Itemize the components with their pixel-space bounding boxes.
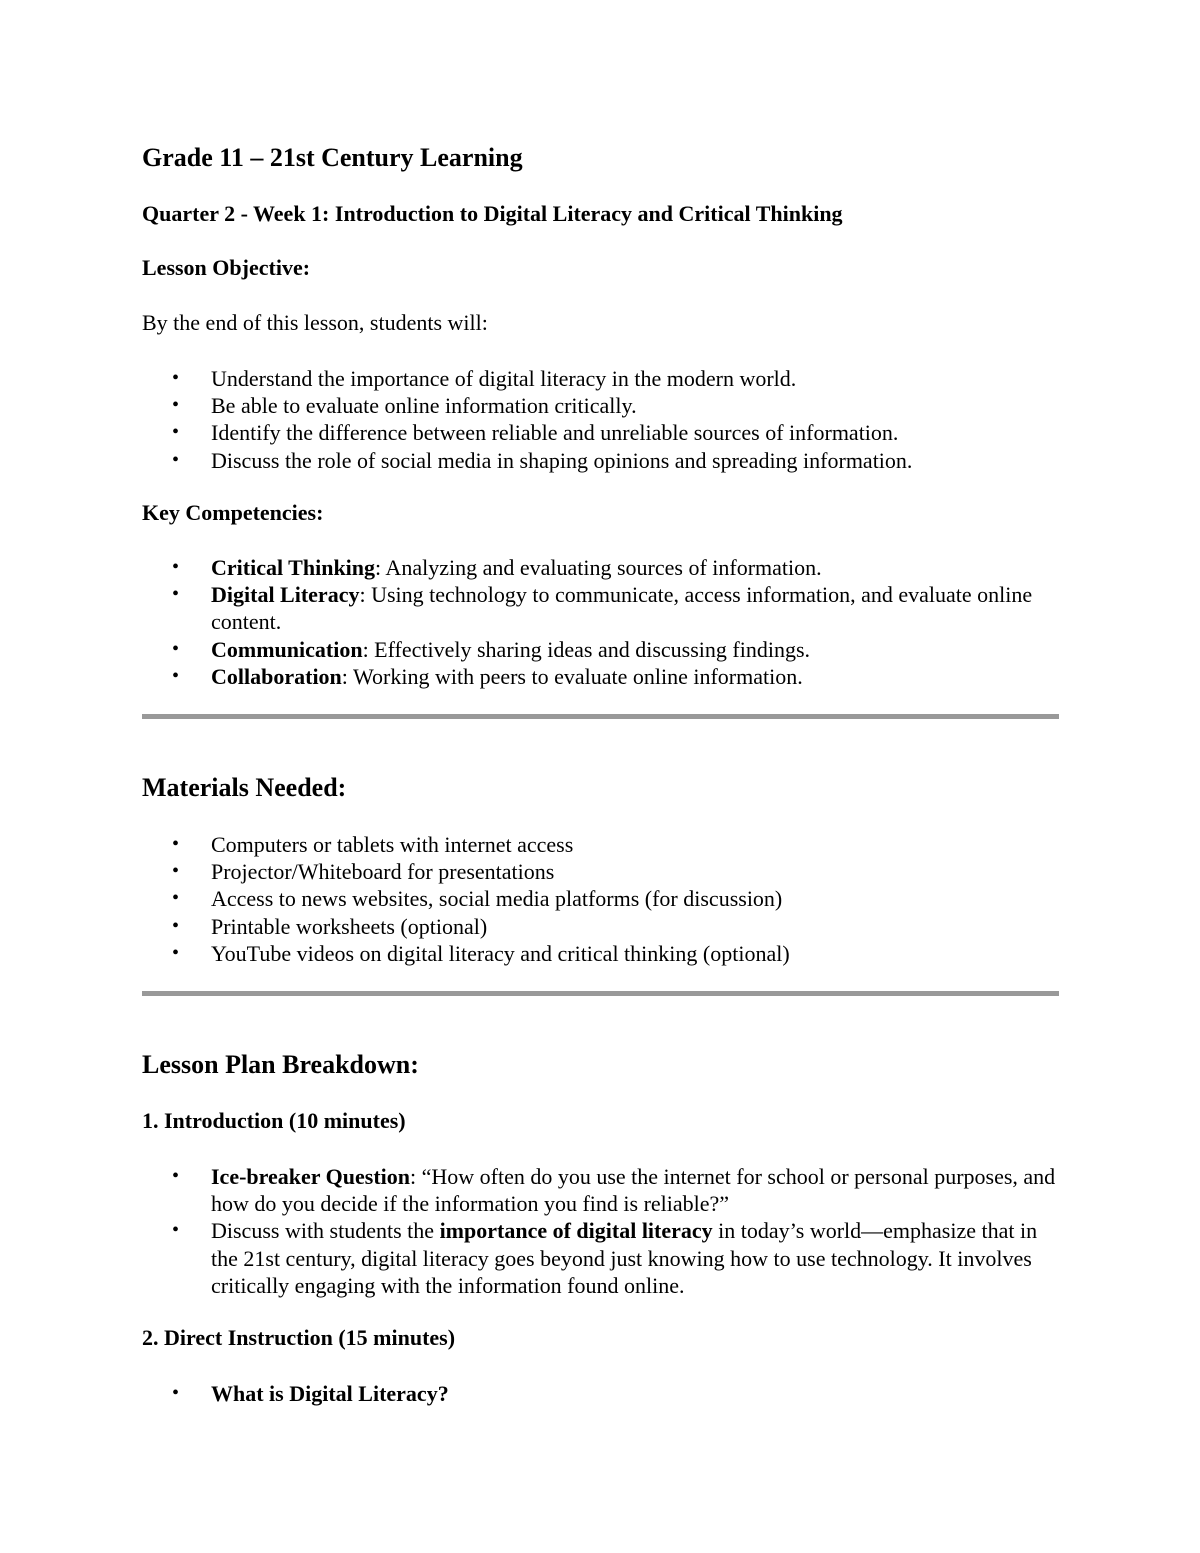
list-item: • Discuss with students the importance of digital literacy in today’s world—emphasize that in the 21st century, digital literacy goes beyond just knowing how to use technology. It involves critically engaging with the information found online. bbox=[172, 1218, 1038, 1298]
objective-heading: Lesson Objective: bbox=[142, 255, 311, 280]
bullet-icon: • bbox=[172, 941, 180, 964]
list-item: • Computers or tablets with internet access bbox=[172, 832, 574, 857]
bullet-icon: • bbox=[172, 637, 180, 660]
list-item: • Ice-breaker Question: “How often do you use the internet for school or personal purposes, and how do you decide if the information you find is reliable?” bbox=[172, 1164, 1056, 1217]
bullet-icon: • bbox=[172, 583, 180, 606]
list-item: • Discuss the role of social media in shaping opinions and spreading information. bbox=[172, 447, 913, 473]
horizontal-divider bbox=[142, 991, 1059, 996]
bullet-icon: • bbox=[172, 833, 180, 855]
breakdown-heading: Lesson Plan Breakdown: bbox=[142, 1050, 419, 1079]
list-item: • Communication: Effectively sharing ideas and discussing findings. bbox=[172, 636, 811, 662]
list-item: • Printable worksheets (optional) bbox=[172, 913, 488, 939]
direct-instruction-heading: 2. Direct Instruction (15 minutes) bbox=[142, 1325, 456, 1350]
bullet-icon: • bbox=[172, 448, 180, 471]
objective-list bbox=[142, 365, 1062, 474]
competencies-list bbox=[142, 554, 1042, 690]
list-item: • Projector/Whiteboard for presentations bbox=[172, 859, 555, 885]
bullet-icon: • bbox=[172, 914, 180, 937]
page-title: Grade 11 – 21st Century Learning bbox=[142, 143, 523, 172]
bullet-icon: • bbox=[172, 887, 180, 910]
list-item: • Understand the importance of digital literacy in the modern world. bbox=[172, 366, 797, 391]
list-item: • Identify the difference between reliable and unreliable sources of information. bbox=[172, 420, 899, 446]
bullet-icon: • bbox=[172, 1165, 180, 1187]
bullet-icon: • bbox=[172, 1382, 180, 1404]
bullet-icon: • bbox=[172, 1219, 180, 1242]
materials-heading: Materials Needed: bbox=[142, 773, 347, 802]
list-item: • Critical Thinking: Analyzing and evaluating sources of information. bbox=[172, 555, 822, 580]
list-item: • Access to news websites, social media platforms (for discussion) bbox=[172, 886, 783, 912]
list-item: • YouTube videos on digital literacy and critical thinking (optional) bbox=[172, 940, 790, 966]
list-item: • Be able to evaluate online information critically. bbox=[172, 393, 637, 419]
competencies-heading: Key Competencies: bbox=[142, 500, 324, 525]
materials-list bbox=[142, 831, 1062, 967]
page-subtitle: Quarter 2 - Week 1: Introduction to Digital Literacy and Critical Thinking bbox=[142, 201, 843, 226]
bullet-icon: • bbox=[172, 421, 180, 444]
bullet-icon: • bbox=[172, 394, 180, 417]
bullet-icon: • bbox=[172, 367, 180, 389]
introduction-list bbox=[142, 1163, 1062, 1299]
bullet-icon: • bbox=[172, 664, 180, 687]
list-item: • Digital Literacy: Using technology to communicate, access information, and evaluate online content. bbox=[172, 582, 1033, 635]
direct-instruction-list bbox=[142, 1380, 1062, 1407]
horizontal-divider bbox=[142, 714, 1059, 719]
list-item: • Collaboration: Working with peers to evaluate online information. bbox=[172, 663, 803, 689]
objective-intro: By the end of this lesson, students will: bbox=[142, 310, 488, 335]
list-item: • What is Digital Literacy? bbox=[172, 1381, 449, 1406]
bullet-icon: • bbox=[172, 556, 180, 578]
bullet-icon: • bbox=[172, 860, 180, 883]
introduction-heading: 1. Introduction (10 minutes) bbox=[142, 1108, 406, 1133]
